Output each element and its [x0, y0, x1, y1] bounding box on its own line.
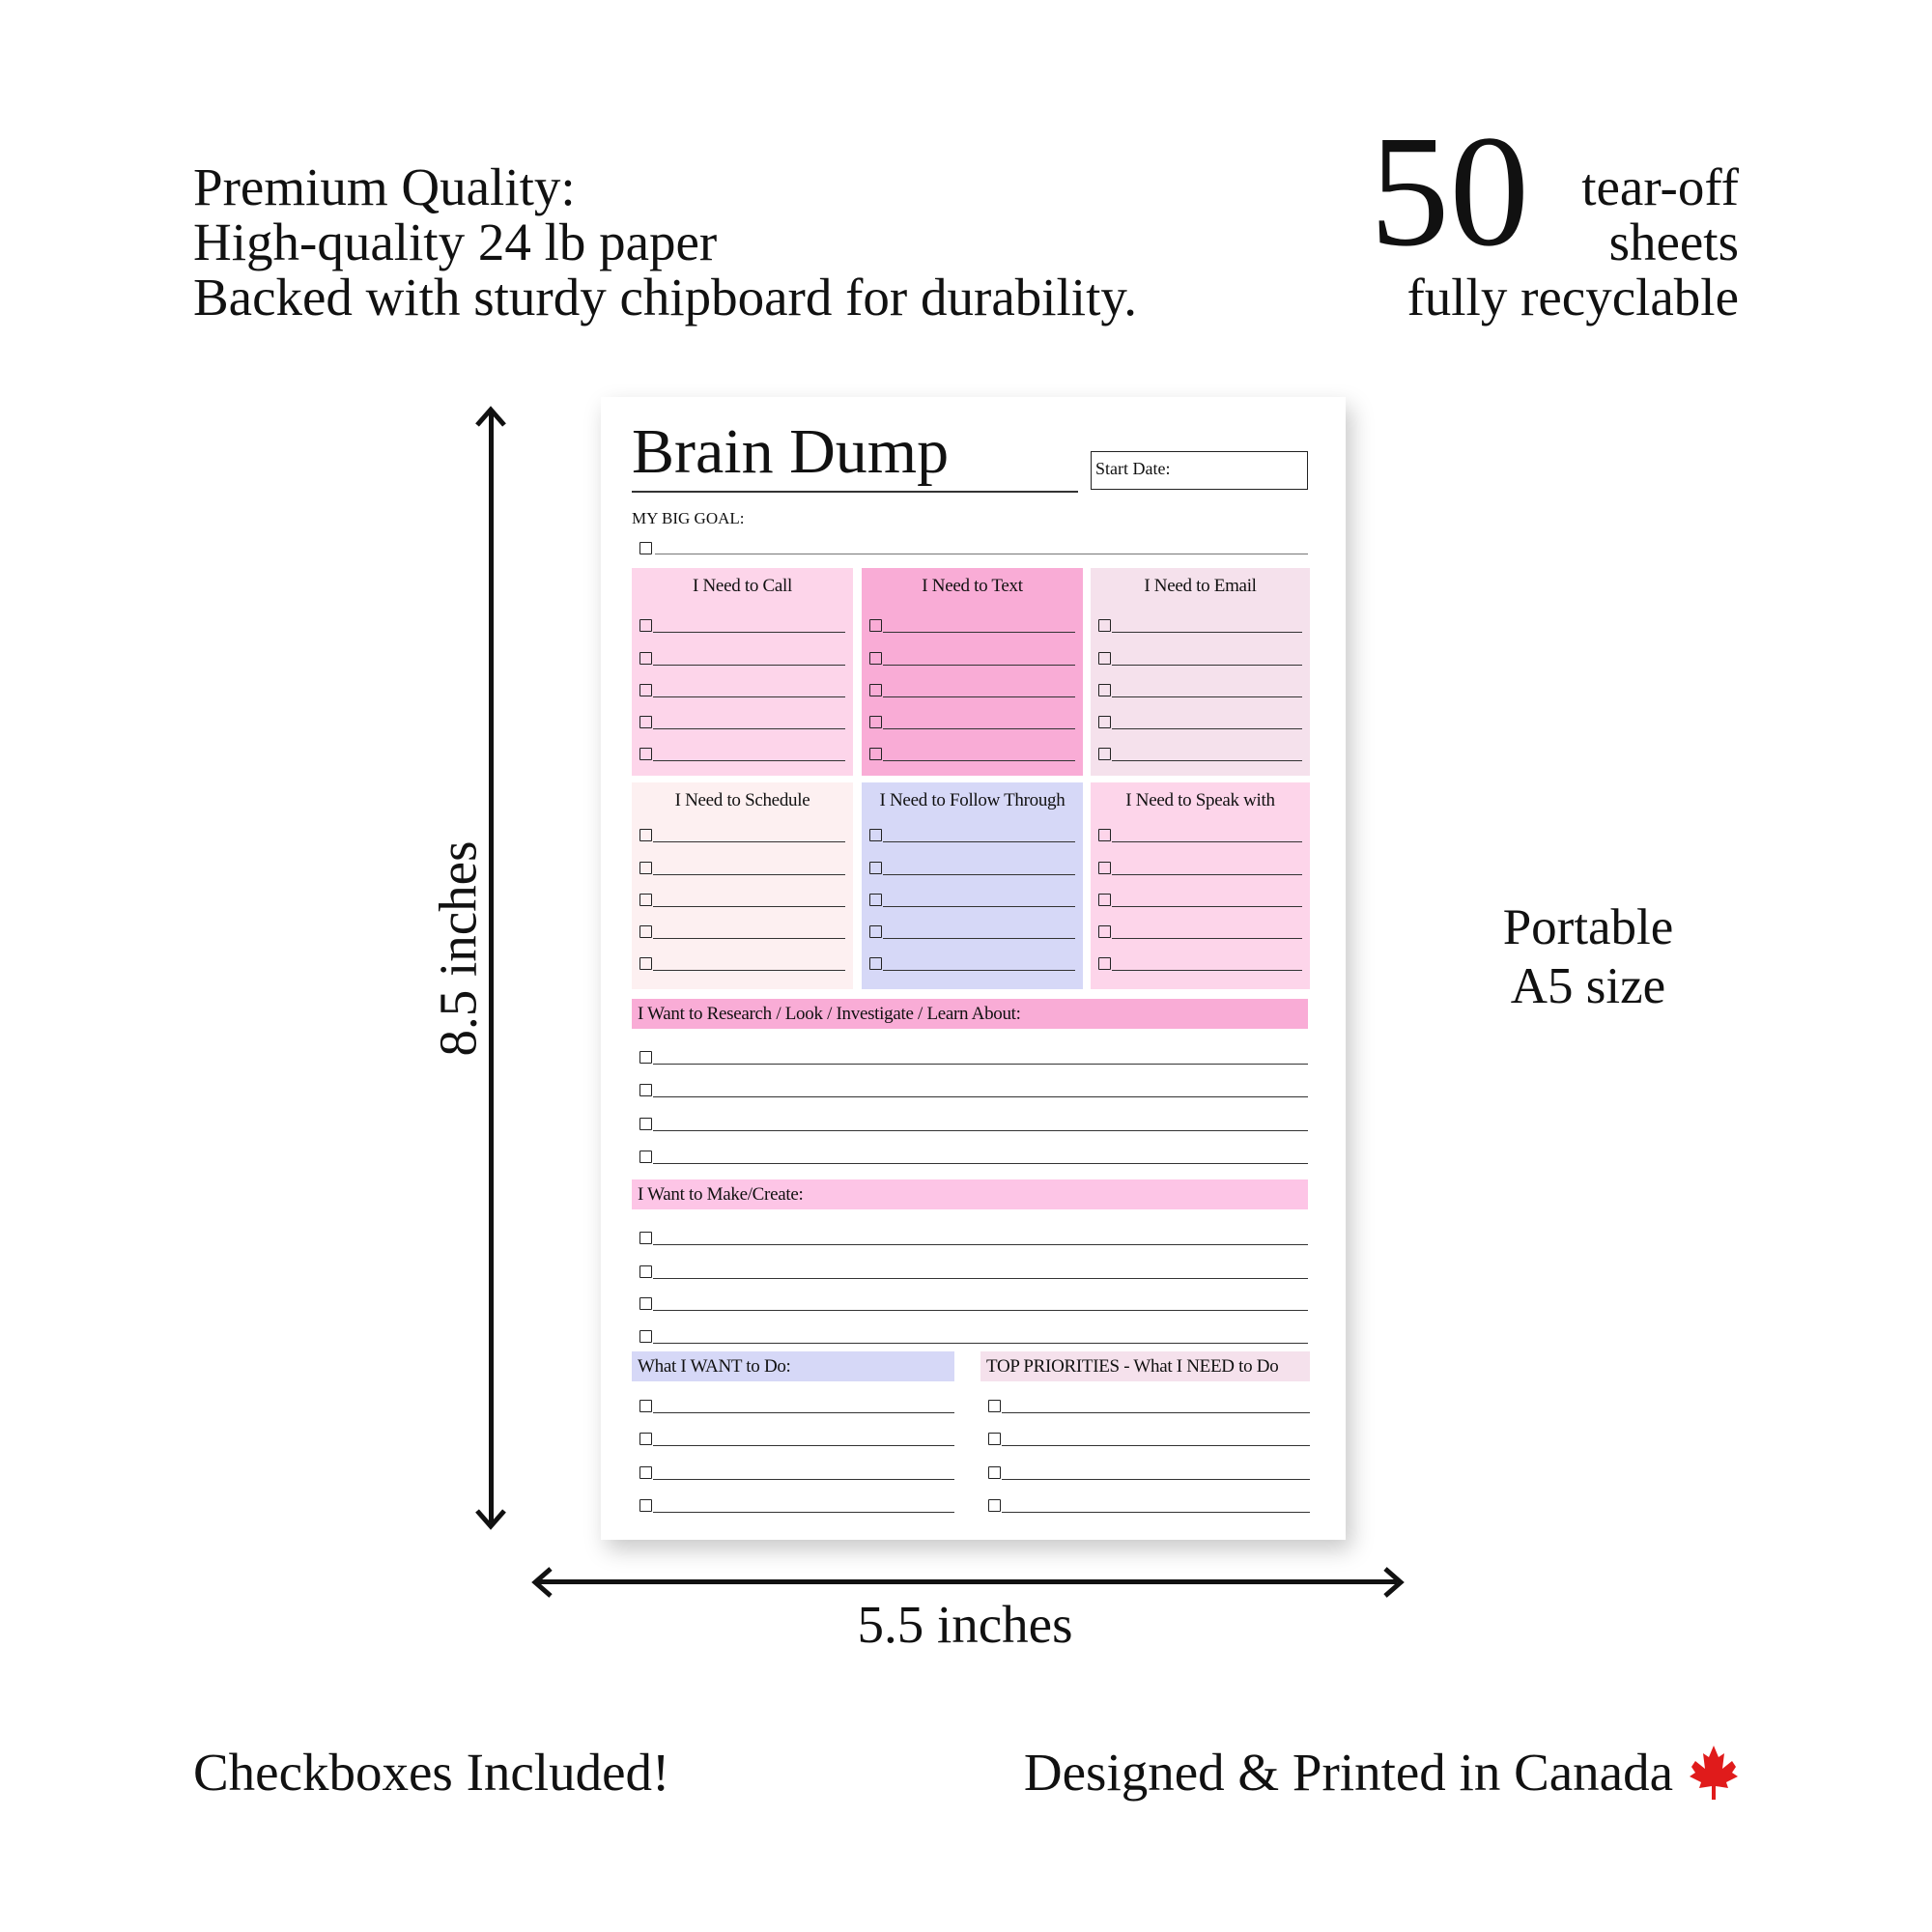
start-date-label: Start Date:: [1095, 459, 1171, 478]
height-arrow: [489, 412, 494, 1522]
research-item-line[interactable]: [653, 1163, 1308, 1164]
list-item-checkbox[interactable]: [1098, 716, 1111, 728]
want-item-checkbox[interactable]: [639, 1499, 652, 1512]
list-item-line[interactable]: [883, 696, 1075, 697]
list-item-line[interactable]: [1112, 906, 1302, 907]
sheet-count: 50: [1370, 102, 1529, 279]
arrow-up-icon: [473, 406, 508, 429]
brain-dump-sheet: [601, 397, 1346, 1540]
list-item-checkbox[interactable]: [639, 957, 652, 970]
make-item-line[interactable]: [653, 1278, 1308, 1279]
make-item-checkbox[interactable]: [639, 1265, 652, 1278]
list-item-line[interactable]: [883, 874, 1075, 875]
list-item-line[interactable]: [1112, 632, 1302, 633]
header-left: [193, 159, 1137, 325]
arrow-right-icon: [1381, 1565, 1405, 1600]
list-item-line[interactable]: [883, 970, 1075, 971]
list-item-line[interactable]: [883, 906, 1075, 907]
list-item-line[interactable]: [653, 970, 845, 971]
list-item-line[interactable]: [1112, 696, 1302, 697]
title-underline: [632, 491, 1078, 493]
make-header: I Want to Make/Create:: [632, 1179, 1308, 1209]
make-item-checkbox[interactable]: [639, 1297, 652, 1310]
width-arrow: [537, 1579, 1397, 1584]
list-item-line[interactable]: [653, 665, 845, 666]
list-item-line[interactable]: [1112, 874, 1302, 875]
priorities-header: TOP PRIORITIES - What I NEED to Do: [980, 1351, 1310, 1381]
goal-checkbox[interactable]: [639, 542, 652, 554]
priorities-item-checkbox[interactable]: [988, 1466, 1001, 1479]
priorities-item-checkbox[interactable]: [988, 1433, 1001, 1445]
list-item-line[interactable]: [653, 906, 845, 907]
list-box-title: I Need to Email: [1144, 576, 1257, 596]
list-box: [632, 782, 853, 989]
list-item-checkbox[interactable]: [869, 748, 882, 760]
recyclable-label: fully recyclable: [1406, 268, 1739, 327]
list-item-checkbox[interactable]: [1098, 829, 1111, 841]
list-box: [632, 568, 853, 776]
list-item-line[interactable]: [883, 665, 1075, 666]
list-item-checkbox[interactable]: [639, 652, 652, 665]
a5-size-label: A5 size: [1510, 958, 1666, 1014]
research-item-checkbox[interactable]: [639, 1118, 652, 1130]
list-box-title: I Need to Speak with: [1125, 790, 1275, 810]
list-item-checkbox[interactable]: [639, 894, 652, 906]
list-item-checkbox[interactable]: [639, 619, 652, 632]
list-item-checkbox[interactable]: [639, 748, 652, 760]
research-item-line[interactable]: [653, 1096, 1308, 1097]
list-item-checkbox[interactable]: [639, 716, 652, 728]
list-item-line[interactable]: [1112, 665, 1302, 666]
list-item-line[interactable]: [1112, 938, 1302, 939]
list-item-line[interactable]: [653, 938, 845, 939]
maple-leaf-icon: [1688, 1744, 1740, 1802]
sheet-count-label: [1581, 159, 1739, 270]
quality-title: Premium Quality:: [193, 157, 576, 216]
width-label: 5.5 inches: [857, 1595, 1073, 1654]
list-box: [1091, 568, 1310, 776]
make-item-line[interactable]: [653, 1310, 1308, 1311]
list-box-title: I Need to Schedule: [674, 790, 810, 810]
want-item-line[interactable]: [653, 1412, 954, 1413]
list-item-line[interactable]: [883, 841, 1075, 842]
list-item-checkbox[interactable]: [639, 829, 652, 841]
made-in-canada: Designed & Printed in Canada: [1023, 1743, 1673, 1802]
want-item-checkbox[interactable]: [639, 1466, 652, 1479]
priorities-item-line[interactable]: [1002, 1445, 1310, 1446]
research-item-checkbox[interactable]: [639, 1084, 652, 1096]
list-item-checkbox[interactable]: [869, 829, 882, 841]
make-item-checkbox[interactable]: [639, 1330, 652, 1343]
want-item-checkbox[interactable]: [639, 1433, 652, 1445]
list-item-line[interactable]: [653, 760, 845, 761]
list-item-checkbox[interactable]: [1098, 862, 1111, 874]
list-item-line[interactable]: [653, 632, 845, 633]
priorities-item-line[interactable]: [1002, 1479, 1310, 1480]
want-item-checkbox[interactable]: [639, 1400, 652, 1412]
make-item-line[interactable]: [653, 1244, 1308, 1245]
list-item-line[interactable]: [1112, 728, 1302, 729]
list-item-line[interactable]: [1112, 970, 1302, 971]
size-note: [1503, 898, 1674, 1016]
list-item-line[interactable]: [883, 938, 1075, 939]
make-item-checkbox[interactable]: [639, 1232, 652, 1244]
list-box: [862, 568, 1083, 776]
list-box-title: I Need to Follow Through: [879, 790, 1065, 810]
list-item-line[interactable]: [883, 728, 1075, 729]
backing-note: Backed with sturdy chipboard for durability.: [193, 268, 1138, 327]
list-item-checkbox[interactable]: [1098, 957, 1111, 970]
arrow-down-icon: [473, 1507, 508, 1530]
checkboxes-note: Checkboxes Included!: [193, 1743, 670, 1802]
list-box: [862, 782, 1083, 989]
list-item-line[interactable]: [653, 728, 845, 729]
list-item-checkbox[interactable]: [869, 652, 882, 665]
list-item-line[interactable]: [1112, 841, 1302, 842]
priorities-item-line[interactable]: [1002, 1512, 1310, 1513]
make-item-line[interactable]: [653, 1343, 1308, 1344]
portable-label: Portable: [1502, 899, 1674, 955]
list-item-checkbox[interactable]: [1098, 684, 1111, 696]
list-item-checkbox[interactable]: [869, 619, 882, 632]
list-item-checkbox[interactable]: [869, 862, 882, 874]
list-item-checkbox[interactable]: [1098, 748, 1111, 760]
want-item-line[interactable]: [653, 1445, 954, 1446]
list-item-line[interactable]: [1112, 760, 1302, 761]
list-box: [1091, 782, 1310, 989]
goal-label: MY BIG GOAL:: [632, 509, 745, 527]
priorities-item-checkbox[interactable]: [988, 1499, 1001, 1512]
research-item-line[interactable]: [653, 1064, 1308, 1065]
list-item-checkbox[interactable]: [639, 684, 652, 696]
list-item-checkbox[interactable]: [1098, 894, 1111, 906]
list-item-checkbox[interactable]: [869, 957, 882, 970]
research-item-checkbox[interactable]: [639, 1051, 652, 1064]
list-item-checkbox[interactable]: [1098, 619, 1111, 632]
want-item-line[interactable]: [653, 1512, 954, 1513]
list-item-checkbox[interactable]: [869, 894, 882, 906]
list-box-title: I Need to Call: [693, 576, 792, 596]
list-item-line[interactable]: [653, 696, 845, 697]
research-header: I Want to Research / Look / Investigate / Learn About:: [632, 999, 1308, 1029]
list-item-checkbox[interactable]: [639, 862, 652, 874]
list-item-checkbox[interactable]: [869, 925, 882, 938]
arrow-left-icon: [531, 1565, 554, 1600]
want-item-line[interactable]: [653, 1479, 954, 1480]
research-item-checkbox[interactable]: [639, 1151, 652, 1163]
list-item-line[interactable]: [653, 874, 845, 875]
list-item-line[interactable]: [883, 760, 1075, 761]
sheets-label: sheets: [1608, 213, 1739, 271]
list-item-line[interactable]: [883, 632, 1075, 633]
list-item-checkbox[interactable]: [1098, 925, 1111, 938]
list-item-checkbox[interactable]: [869, 716, 882, 728]
list-item-line[interactable]: [653, 841, 845, 842]
list-box-title: I Need to Text: [922, 576, 1023, 596]
list-item-checkbox[interactable]: [639, 925, 652, 938]
list-item-checkbox[interactable]: [869, 684, 882, 696]
tear-off-label: tear-off: [1581, 157, 1739, 216]
want-header: What I WANT to Do:: [632, 1351, 954, 1381]
page-title: Brain Dump: [632, 416, 950, 487]
height-label: 8.5 inches: [428, 840, 488, 1057]
paper-weight: High-quality 24 lb paper: [193, 213, 718, 271]
research-item-line[interactable]: [653, 1130, 1308, 1131]
priorities-item-line[interactable]: [1002, 1412, 1310, 1413]
priorities-item-checkbox[interactable]: [988, 1400, 1001, 1412]
list-item-checkbox[interactable]: [1098, 652, 1111, 665]
start-date-field[interactable]: [1091, 451, 1308, 490]
